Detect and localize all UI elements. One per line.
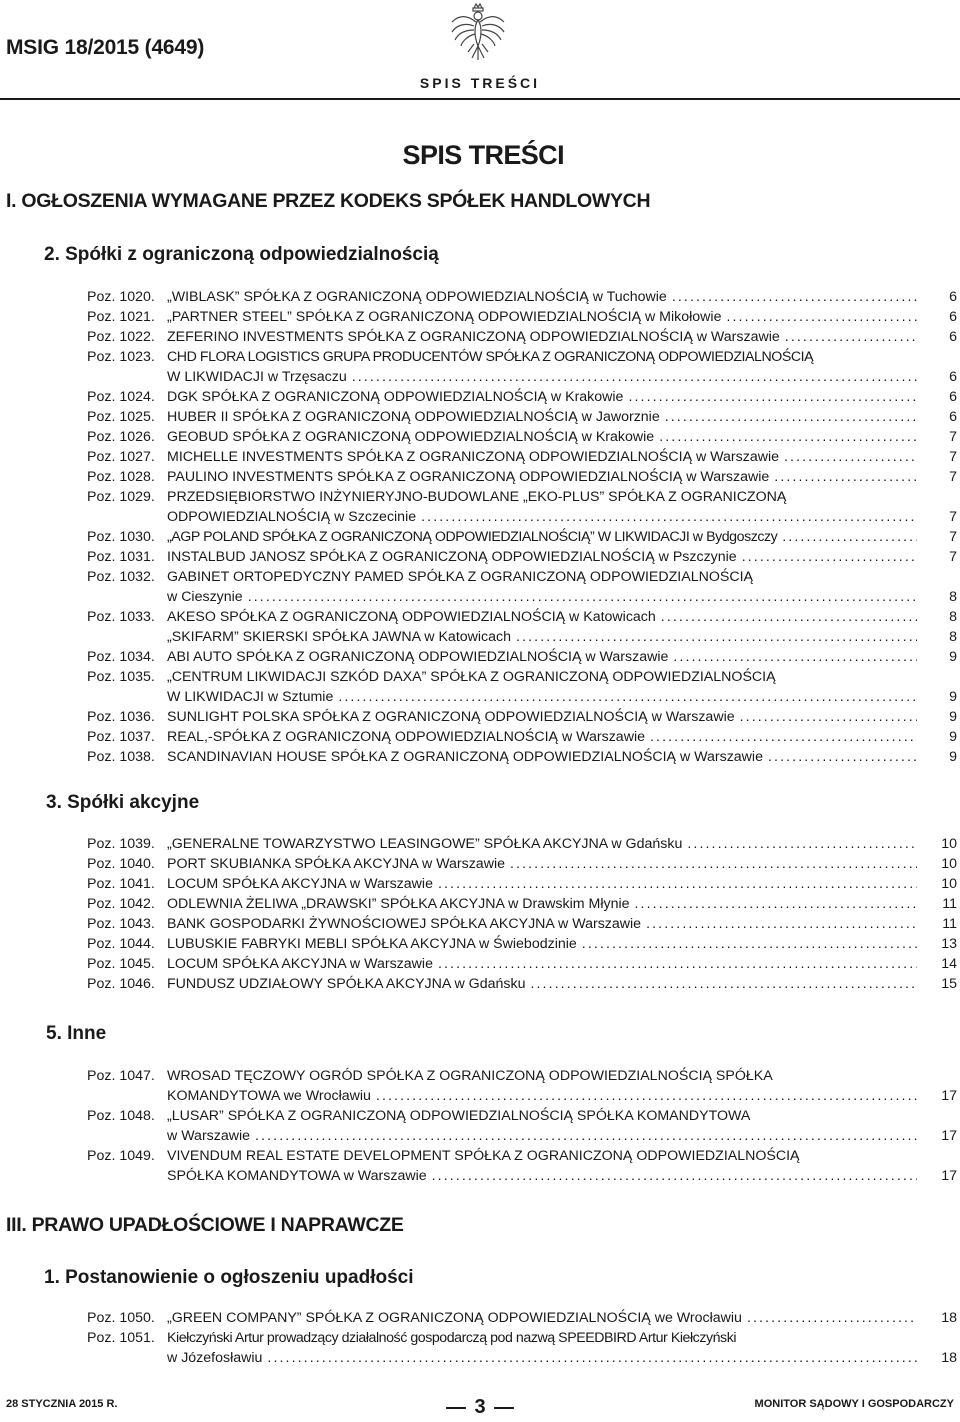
entry-position: Poz. 1038. [87,749,155,765]
part-heading: I. OGŁOSZENIA WYMAGANE PRZEZ KODEKS SPÓŁEK HANDLOWYCH [6,190,651,212]
entry-title-line: MICHELLE INVESTMENTS SPÓŁKA Z OGRANICZONĄ ODPOWIEDZIALNOŚCIĄ w Warszawie [167,449,780,465]
toc-group [87,834,957,994]
entry-final-line [167,407,957,427]
entry-title-line: „LUSAR” SPÓŁKA Z OGRANICZONĄ ODPOWIEDZIALNOŚCIĄ SPÓŁKA KOMANDYTOWA [167,1108,751,1124]
toc-entry[interactable] [87,1106,957,1146]
entry-final-line [167,327,957,347]
entry-title-line: PAULINO INVESTMENTS SPÓŁKA Z OGRANICZONĄ ODPOWIEDZIALNOŚCIĄ w Warszawie [167,469,770,485]
entry-title-line: LOCUM SPÓŁKA AKCYJNA w Warszawie [167,956,433,972]
toc-entry[interactable] [87,874,957,894]
entry-title-line: „CENTRUM LIKWIDACJI SZKÓD DAXA” SPÓŁKA Z OGRANICZONĄ ODPOWIEDZIALNOŚCIĄ [167,669,776,685]
entry-body [167,527,957,547]
entry-title-line: SUNLIGHT POLSKA SPÓŁKA Z OGRANICZONĄ ODPOWIEDZIALNOŚCIĄ w Warszawie [167,709,735,725]
entry-final-line [167,687,957,707]
dot-leader [742,547,917,567]
toc-entry[interactable] [87,1146,957,1186]
entry-title-line: REAL,-SPÓŁKA Z OGRANICZONĄ ODPOWIEDZIALNOŚCIĄ w Warszawie [167,729,645,745]
dot-leader [438,874,917,894]
entry-title-line: ZEFERINO INVESTMENTS SPÓŁKA Z OGRANICZONĄ ODPOWIEDZIALNOŚCIĄ w Warszawie [167,329,780,345]
toc-entry[interactable] [87,974,957,994]
toc-entry[interactable] [87,834,957,854]
entry-final-line [167,547,957,567]
entry-body [167,874,957,894]
entry-page-number: 17 [941,1168,957,1184]
entry-final-line [167,934,957,954]
entry-final-line [167,307,957,327]
dot-leader [672,287,917,307]
entry-page-number: 9 [949,689,957,705]
dot-leader [687,834,917,854]
entry-body [167,727,957,747]
entry-page-number: 15 [941,976,957,992]
entry-title-line: w Józefosławiu [167,1350,263,1366]
entry-body [167,347,957,387]
toc-entry[interactable] [87,307,957,327]
toc-entry[interactable] [87,1328,957,1368]
entry-title-line: INSTALBUD JANOSZ SPÓŁKA Z OGRANICZONĄ ODPOWIEDZIALNOŚCIĄ w Pszczynie [167,549,737,565]
group-heading: 5. Inne [46,1023,107,1044]
entry-title-line: w Warszawie [167,1128,251,1144]
dot-leader [510,854,917,874]
dot-leader [740,707,917,727]
entry-position: Poz. 1043. [87,916,155,932]
entry-body [167,1106,957,1146]
entry-body [167,407,957,427]
entry-page-number: 17 [941,1088,957,1104]
dot-leader [516,627,917,647]
entry-page-number: 6 [949,389,957,405]
toc-entry[interactable] [87,407,957,427]
entry-title-line: LUBUSKIE FABRYKI MEBLI SPÓŁKA AKCYJNA w Świebodzinie [167,936,577,952]
entry-final-line [167,387,957,407]
dot-leader [255,1126,917,1146]
entry-title-line: „SKIFARM” SKIERSKI SPÓŁKA JAWNA w Katowicach [167,629,512,645]
entry-title-line: HUBER II SPÓŁKA Z OGRANICZONĄ ODPOWIEDZIALNOŚCIĄ w Jaworznie [167,409,660,425]
toc-entry[interactable] [87,894,957,914]
entry-body [167,447,957,467]
entry-final-line [167,627,957,647]
dot-leader [438,954,917,974]
entry-title-line: SPÓŁKA KOMANDYTOWA w Warszawie [167,1168,427,1184]
entry-final-line [167,1348,957,1368]
toc-entry[interactable] [87,467,957,487]
toc-entry[interactable] [87,567,957,607]
entry-page-number: 11 [942,916,957,932]
dot-leader [646,914,917,934]
dot-leader [774,467,917,487]
entry-page-number: 6 [949,369,957,385]
entry-page-number: 10 [941,856,957,872]
entry-title-line: „WIBLASK” SPÓŁKA Z OGRANICZONĄ ODPOWIEDZIALNOŚCIĄ w Tuchowie [167,289,667,305]
toc-entry[interactable] [87,667,957,707]
entry-title-line: GABINET ORTOPEDYCZNY PAMED SPÓŁKA Z OGRANICZONĄ ODPOWIEDZIALNOŚCIĄ [167,569,754,585]
toc-entry[interactable] [87,1066,957,1106]
toc-entry[interactable] [87,747,957,767]
entry-page-number: 8 [949,629,957,645]
entry-body [167,974,957,994]
entry-page-number: 8 [949,609,957,625]
entry-page-number: 10 [941,836,957,852]
group-heading: 2. Spółki z ograniczoną odpowiedzialnością [44,244,439,265]
entry-final-line [167,1308,957,1328]
entry-title-line: SCANDINAVIAN HOUSE SPÓŁKA Z OGRANICZONĄ ODPOWIEDZIALNOŚCIĄ w Warszawie [167,749,763,765]
entry-page-number: 7 [949,549,957,565]
entry-position: Poz. 1042. [87,896,155,912]
entry-position: Poz. 1041. [87,876,155,892]
header-divider [0,98,960,100]
entry-title-line: ABI AUTO SPÓŁKA Z OGRANICZONĄ ODPOWIEDZIALNOŚCIĄ w Warszawie [167,649,669,665]
entry-final-line [167,287,957,307]
entry-page-number: 9 [949,749,957,765]
entry-title-line: PORT SKUBIANKA SPÓŁKA AKCYJNA w Warszawie [167,856,505,872]
dot-leader [726,307,917,327]
dash-ornament [446,1407,466,1409]
entry-body [167,627,957,647]
footer-date: 28 STYCZNIA 2015 R. [6,1398,118,1410]
entry-page-number: 17 [941,1128,957,1144]
entry-title-line: W LIKWIDACJI w Sztumie [167,689,334,705]
entry-page-number: 6 [949,289,957,305]
toc-group [87,1308,957,1368]
dot-leader [782,527,917,547]
entry-page-number: 7 [949,469,957,485]
entry-position: Poz. 1035. [87,669,155,685]
entry-final-line [167,1166,957,1186]
entry-title-line: KOMANDYTOWA we Wrocławiu [167,1088,371,1104]
dot-leader [338,687,917,707]
dot-leader [747,1308,917,1328]
dot-leader [673,647,917,667]
entry-body [167,954,957,974]
entry-body [167,607,957,627]
entry-final-line [167,834,957,854]
entry-final-line [167,1086,957,1106]
toc-group [87,287,957,767]
entry-title-line: „AGP POLAND SPÓŁKA Z OGRANICZONĄ ODPOWIEDZIALNOŚCIĄ” W LIKWIDACJI w Bydgoszczy [167,529,778,545]
toc-entry[interactable] [87,427,957,447]
entry-body [167,467,957,487]
entry-position: Poz. 1039. [87,836,155,852]
entry-body [167,1146,957,1186]
entry-final-line [167,1126,957,1146]
entry-position: Poz. 1045. [87,956,155,972]
eagle-emblem-icon [448,2,508,64]
entry-body [167,854,957,874]
entry-page-number: 18 [941,1310,957,1326]
dot-leader [661,607,917,627]
entry-final-line [167,527,957,547]
dot-leader [267,1348,917,1368]
entry-page-number: 9 [949,709,957,725]
entry-position: Poz. 1026. [87,429,155,445]
entry-final-line [167,707,957,727]
entry-title-line: „GREEN COMPANY” SPÓŁKA Z OGRANICZONĄ ODPOWIEDZIALNOŚCIĄ we Wrocławiu [167,1310,742,1326]
entry-title-line: BANK GOSPODARKI ŻYWNOŚCIOWEJ SPÓŁKA AKCYJNA w Warszawie [167,916,642,932]
toc-entry[interactable] [87,527,957,547]
entry-position: Poz. 1032. [87,569,155,585]
entry-body [167,487,957,527]
entry-position: Poz. 1048. [87,1108,155,1124]
entry-title-line: GEOBUD SPÓŁKA Z OGRANICZONĄ ODPOWIEDZIALNOŚCIĄ w Krakowie [167,429,655,445]
entry-final-line [167,647,957,667]
toc-entry[interactable] [87,647,957,667]
entry-position: Poz. 1040. [87,856,155,872]
entry-body [167,287,957,307]
group-heading: 3. Spółki akcyjne [46,792,200,813]
entry-final-line [167,747,957,767]
dot-leader [665,407,917,427]
part-heading: III. PRAWO UPADŁOŚCIOWE I NAPRAWCZE [6,1214,404,1236]
entry-final-line [167,914,957,934]
entry-title-line: AKESO SPÓŁKA Z OGRANICZONĄ ODPOWIEDZIALNOŚCIĄ w Katowicach [167,609,656,625]
toc-entry[interactable] [87,547,957,567]
entry-position: Poz. 1031. [87,549,155,565]
entry-page-number: 18 [941,1350,957,1366]
entry-final-line [167,894,957,914]
entry-title-line: Kiełczyński Artur prowadzący działalność gospodarczą pod nazwą SPEEDBIRD Artur Kiełczyński [167,1330,737,1346]
entry-final-line [167,854,957,874]
toc-entry[interactable] [87,487,957,527]
toc-entry[interactable] [87,914,957,934]
entry-body [167,1328,957,1368]
entry-position: Poz. 1030. [87,529,155,545]
entry-title-line: w Cieszynie [167,589,243,605]
entry-body [167,1308,957,1328]
entry-position: Poz. 1028. [87,469,155,485]
entry-body [167,547,957,567]
toc-entry[interactable] [87,707,957,727]
entry-position: Poz. 1023. [87,349,155,365]
entry-page-number: 11 [942,896,957,912]
entry-position: Poz. 1033. [87,609,155,625]
dot-leader [582,934,917,954]
entry-final-line [167,427,957,447]
entry-body [167,667,957,707]
entry-body [167,894,957,914]
page-number: 3 [474,1396,486,1418]
entry-title-line: VIVENDUM REAL ESTATE DEVELOPMENT SPÓŁKA Z OGRANICZONĄ ODPOWIEDZIALNOŚCIĄ [167,1148,800,1164]
toc-entry[interactable] [87,727,957,747]
toc-group [87,1066,957,1186]
toc-entry[interactable] [87,954,957,974]
entry-final-line [167,507,957,527]
dot-leader [248,587,917,607]
entry-final-line [167,727,957,747]
entry-page-number: 7 [949,449,957,465]
toc-entry[interactable] [87,387,957,407]
entry-body [167,387,957,407]
entry-position: Poz. 1027. [87,449,155,465]
page-footer [0,1388,960,1422]
entry-position: Poz. 1046. [87,976,155,992]
entry-position: Poz. 1025. [87,409,155,425]
issue-number: MSIG 18/2015 (4649) [6,36,205,59]
entry-body [167,747,957,767]
entry-page-number: 7 [949,509,957,525]
running-section-title: SPIS TREŚCI [419,75,541,91]
entry-position: Poz. 1021. [87,309,155,325]
entry-page-number: 7 [949,529,957,545]
entry-position: Poz. 1022. [87,329,155,345]
group-heading: 1. Postanowienie o ogłoszeniu upadłości [44,1267,414,1288]
entry-position: Poz. 1037. [87,729,155,745]
entry-body [167,567,957,607]
entry-final-line [167,447,957,467]
toc-entry[interactable] [87,347,957,387]
entry-page-number: 6 [949,329,957,345]
entry-page-number: 13 [941,936,957,952]
entry-page-number: 6 [949,309,957,325]
entry-title-line: „PARTNER STEEL” SPÓŁKA Z OGRANICZONĄ ODPOWIEDZIALNOŚCIĄ w Mikołowie [167,309,722,325]
entry-title-line: WROSAD TĘCZOWY OGRÓD SPÓŁKA Z OGRANICZONĄ ODPOWIEDZIALNOŚCIĄ SPÓŁKA [167,1068,773,1084]
entry-title-line: W LIKWIDACJI w Trzęsaczu [167,369,347,385]
entry-position: Poz. 1050. [87,1310,155,1326]
entry-position: Poz. 1034. [87,649,155,665]
entry-title-line: DGK SPÓŁKA Z OGRANICZONĄ ODPOWIEDZIALNOŚCIĄ w Krakowie [167,389,624,405]
dot-leader [628,387,917,407]
toc-entry[interactable] [87,1308,957,1328]
entry-final-line [167,587,957,607]
footer-publication: MONITOR SĄDOWY I GOSPODARCZY [754,1398,954,1410]
entry-body [167,647,957,667]
entry-position: Poz. 1024. [87,389,155,405]
entry-final-line [167,367,957,387]
dot-leader [635,894,918,914]
entry-position: Poz. 1047. [87,1068,155,1084]
entry-final-line [167,467,957,487]
entry-title-line: FUNDUSZ UDZIAŁOWY SPÓŁKA AKCYJNA w Gdańsku [167,976,526,992]
entry-title-line: ODPOWIEDZIALNOŚCIĄ w Szczecinie [167,509,417,525]
entry-final-line [167,874,957,894]
dot-leader [530,974,917,994]
entry-title-line: LOCUM SPÓŁKA AKCYJNA w Warszawie [167,876,433,892]
entry-body [167,307,957,327]
entry-page-number: 9 [949,729,957,745]
entry-body [167,427,957,447]
dot-leader [421,507,917,527]
toc-entry[interactable] [87,327,957,347]
entry-position: Poz. 1049. [87,1148,155,1164]
toc-entry[interactable] [87,607,957,627]
page-title: SPIS TREŚCI [402,140,564,170]
entry-title-line: PRZEDSIĘBIORSTWO INŻYNIERYJNO-BUDOWLANE „EKO-PLUS” SPÓŁKA Z OGRANICZONĄ [167,489,787,505]
entry-title-line: ODLEWNIA ŻELIWA „DRAWSKI” SPÓŁKA AKCYJNA w Drawskim Młynie [167,896,630,912]
toc-entry[interactable] [87,627,957,647]
dot-leader [768,747,917,767]
entry-position: Poz. 1029. [87,489,155,505]
entry-position: Poz. 1051. [87,1330,155,1346]
dot-leader [659,427,917,447]
dot-leader [784,447,917,467]
toc-entry[interactable] [87,447,957,467]
entry-body [167,834,957,854]
entry-page-number: 10 [941,876,957,892]
dot-leader [432,1166,917,1186]
entry-final-line [167,607,957,627]
entry-page-number: 9 [949,649,957,665]
entry-page-number: 14 [941,956,957,972]
entry-page-number: 7 [949,429,957,445]
entry-position: Poz. 1044. [87,936,155,952]
toc-entry[interactable] [87,287,957,307]
entry-position: Poz. 1020. [87,289,155,305]
entry-position: Poz. 1036. [87,709,155,725]
entry-position [87,627,167,647]
entry-body [167,707,957,727]
dot-leader [376,1086,917,1106]
dot-leader [650,727,917,747]
entry-page-number: 8 [949,589,957,605]
entry-title-line: „GENERALNE TOWARZYSTWO LEASINGOWE” SPÓŁKA AKCYJNA w Gdańsku [167,836,683,852]
dot-leader [352,367,917,387]
entry-title-line: CHD FLORA LOGISTICS GRUPA PRODUCENTÓW SPÓŁKA Z OGRANICZONĄ ODPOWIEDZIALNOŚCIĄ [167,349,814,365]
dash-ornament [494,1407,514,1409]
toc-entry[interactable] [87,854,957,874]
entry-body [167,914,957,934]
entry-body [167,934,957,954]
page-header [0,0,960,100]
entry-final-line [167,954,957,974]
entry-final-line [167,974,957,994]
entry-body [167,1066,957,1106]
entry-page-number: 6 [949,409,957,425]
entry-body [167,327,957,347]
dot-leader [785,327,917,347]
toc-entry[interactable] [87,934,957,954]
